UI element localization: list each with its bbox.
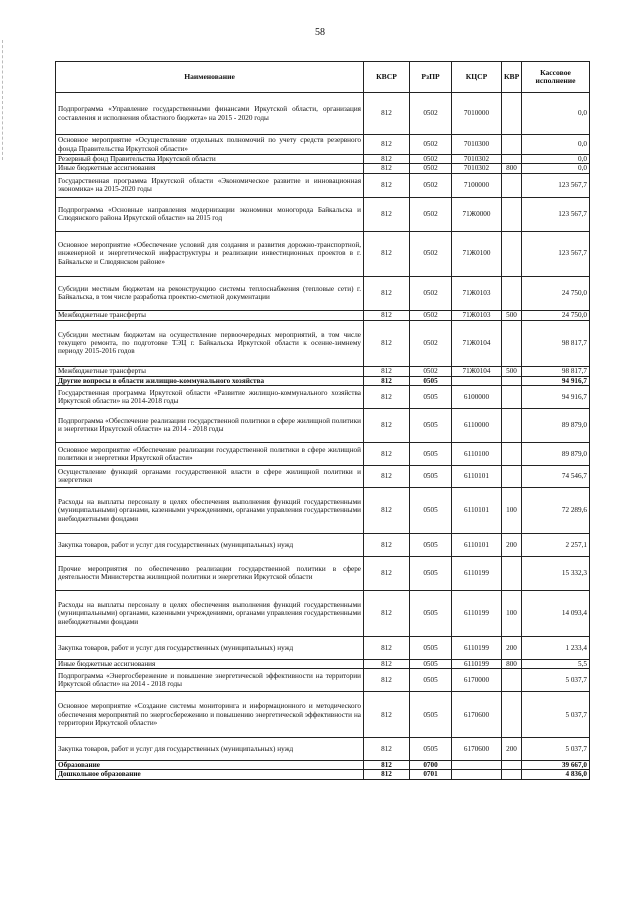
cell-kvsr: 812 [364, 487, 410, 533]
table-row [56, 770, 590, 779]
table-row [56, 366, 590, 376]
table-row [56, 738, 590, 761]
cell-kvsr: 812 [364, 93, 410, 135]
cell-kvr: 100 [502, 590, 522, 636]
cell-amount: 5 037,7 [522, 692, 590, 738]
cell-rzpr: 0505 [410, 692, 452, 738]
table-row [56, 556, 590, 590]
cell-kvr [502, 761, 522, 770]
cell-kvr [502, 376, 522, 385]
cell-kcsr: 6170000 [452, 669, 502, 692]
cell-name: Расходы на выплаты персоналу в целях обеспечения выполнения функций государственными (муниципальными) органами, казенными учреждениями, органами управления государственными внебюджетными фондами [56, 590, 364, 636]
cell-kcsr: 71Ж0104 [452, 320, 502, 366]
cell-kvr [502, 155, 522, 164]
cell-amount: 89 879,0 [522, 408, 590, 442]
cell-kcsr: 7010000 [452, 93, 502, 135]
cell-kcsr: 6110101 [452, 465, 502, 487]
cell-kcsr: 7010302 [452, 164, 502, 173]
table-row [56, 442, 590, 465]
cell-kvr: 200 [502, 636, 522, 659]
cell-rzpr: 0505 [410, 738, 452, 761]
header-kvr: КВР [502, 62, 522, 93]
table-row [56, 408, 590, 442]
cell-name: Подпрограмма «Обеспечение реализации государственной политики в сфере жилищной политики и энергетики Иркутской области» на 2014 - 2018 годы [56, 408, 364, 442]
cell-amount: 72 289,6 [522, 487, 590, 533]
cell-rzpr: 0700 [410, 761, 452, 770]
cell-name: Субсидии местным бюджетам на осуществление первоочередных мероприятий, в том числе текущего ремонта, по подготовке ТЭЦ г. Байкальска Иркутской области к осенне-зимнему периоду 2015-2016 годов [56, 320, 364, 366]
cell-amount: 39 667,0 [522, 761, 590, 770]
cell-kvr [502, 465, 522, 487]
cell-kvsr: 812 [364, 231, 410, 276]
cell-kcsr: 7010302 [452, 155, 502, 164]
cell-kvr [502, 556, 522, 590]
cell-amount: 89 879,0 [522, 442, 590, 465]
cell-name: Дошкольное образование [56, 770, 364, 779]
cell-kcsr: 6110199 [452, 590, 502, 636]
cell-kcsr [452, 770, 502, 779]
table-row [56, 376, 590, 385]
cell-amount: 24 750,0 [522, 310, 590, 320]
table-row [56, 310, 590, 320]
table-row [56, 669, 590, 692]
cell-amount: 15 332,3 [522, 556, 590, 590]
table-row [56, 533, 590, 556]
table-row [56, 761, 590, 770]
cell-kcsr: 6170600 [452, 692, 502, 738]
cell-kvsr: 812 [364, 590, 410, 636]
cell-kcsr: 6110101 [452, 487, 502, 533]
cell-rzpr: 0502 [410, 320, 452, 366]
cell-amount: 24 750,0 [522, 276, 590, 310]
cell-name: Закупка товаров, работ и услуг для государственных (муниципальных) нужд [56, 738, 364, 761]
cell-amount: 5 037,7 [522, 669, 590, 692]
table-row [56, 385, 590, 408]
cell-rzpr: 0502 [410, 93, 452, 135]
header-kcsr: КЦСР [452, 62, 502, 93]
cell-kvsr: 812 [364, 376, 410, 385]
cell-kvr [502, 93, 522, 135]
cell-kvr [502, 231, 522, 276]
cell-amount: 4 836,0 [522, 770, 590, 779]
cell-kcsr: 7100000 [452, 173, 502, 197]
cell-name: Прочие мероприятия по обеспечению реализации государственной политики в сфере деятельности Министерства жилищной политики и энергетики Иркутской области [56, 556, 364, 590]
cell-kvr [502, 669, 522, 692]
cell-kvsr: 812 [364, 276, 410, 310]
cell-kvsr: 812 [364, 173, 410, 197]
cell-name: Другие вопросы в области жилищно-коммунального хозяйства [56, 376, 364, 385]
cell-kvsr: 812 [364, 442, 410, 465]
cell-kcsr: 6110000 [452, 408, 502, 442]
cell-kvr: 800 [502, 164, 522, 173]
cell-kcsr: 6110101 [452, 533, 502, 556]
table-row [56, 659, 590, 668]
cell-kvr: 200 [502, 533, 522, 556]
cell-kcsr: 6100000 [452, 385, 502, 408]
cell-kvsr: 812 [364, 385, 410, 408]
cell-kvr [502, 692, 522, 738]
cell-rzpr: 0505 [410, 590, 452, 636]
cell-amount: 5 037,7 [522, 738, 590, 761]
cell-rzpr: 0502 [410, 276, 452, 310]
cell-kcsr: 6110199 [452, 659, 502, 668]
cell-amount: 123 567,7 [522, 231, 590, 276]
cell-rzpr: 0505 [410, 385, 452, 408]
cell-kvr [502, 385, 522, 408]
cell-rzpr: 0505 [410, 376, 452, 385]
table-row [56, 164, 590, 173]
table-row [56, 465, 590, 487]
cell-kvsr: 812 [364, 659, 410, 668]
cell-kvr [502, 408, 522, 442]
cell-amount: 123 567,7 [522, 173, 590, 197]
header-rzpr: РзПР [410, 62, 452, 93]
cell-kvr: 200 [502, 738, 522, 761]
cell-amount: 94 916,7 [522, 385, 590, 408]
cell-kvsr: 812 [364, 408, 410, 442]
table-row [56, 197, 590, 231]
cell-name: Подпрограмма «Управление государственными финансами Иркутской области, организация составления и исполнения областного бюджета» на 2015 - 2020 годы [56, 93, 364, 135]
cell-name: Образование [56, 761, 364, 770]
cell-rzpr: 0502 [410, 173, 452, 197]
cell-kvsr: 812 [364, 310, 410, 320]
cell-name: Резервный фонд Правительства Иркутской области [56, 155, 364, 164]
margin-mark [2, 40, 7, 160]
cell-rzpr: 0505 [410, 533, 452, 556]
cell-name: Основное мероприятие «Обеспечение реализации государственной политики в сфере жилищной политики и энергетики Иркутской области» [56, 442, 364, 465]
cell-kvr: 500 [502, 366, 522, 376]
cell-kcsr: 7010300 [452, 135, 502, 155]
cell-amount: 98 817,7 [522, 366, 590, 376]
cell-name: Государственная программа Иркутской области «Экономическое развитие и инновационная экономика» на 2015-2020 годы [56, 173, 364, 197]
cell-kcsr [452, 376, 502, 385]
cell-kvr [502, 135, 522, 155]
cell-kcsr [452, 761, 502, 770]
cell-name: Основное мероприятие «Обеспечение условий для создания и развития дорожно-транспортной, инженерной и энергетической инфраструктуры и реализации инвестиционных проектов в г. Байкальске и Слюдянском районе» [56, 231, 364, 276]
cell-kcsr: 71Ж0103 [452, 276, 502, 310]
cell-name: Межбюджетные трансферты [56, 310, 364, 320]
page-number: 58 [315, 27, 325, 38]
cell-rzpr: 0502 [410, 155, 452, 164]
cell-kvsr: 812 [364, 692, 410, 738]
cell-kvr [502, 770, 522, 779]
cell-amount: 74 546,7 [522, 465, 590, 487]
cell-rzpr: 0505 [410, 556, 452, 590]
cell-name: Государственная программа Иркутской области «Развитие жилищно-коммунального хозяйства Иркутской области» на 2014-2018 годы [56, 385, 364, 408]
table-row [56, 636, 590, 659]
cell-name: Закупка товаров, работ и услуг для государственных (муниципальных) нужд [56, 533, 364, 556]
cell-amount: 98 817,7 [522, 320, 590, 366]
cell-rzpr: 0505 [410, 408, 452, 442]
cell-kvr [502, 197, 522, 231]
cell-kvsr: 812 [364, 761, 410, 770]
cell-kvsr: 812 [364, 320, 410, 366]
cell-rzpr: 0505 [410, 659, 452, 668]
cell-kvr [502, 173, 522, 197]
cell-amount: 123 567,7 [522, 197, 590, 231]
cell-kvsr: 812 [364, 465, 410, 487]
cell-rzpr: 0502 [410, 164, 452, 173]
table-row [56, 692, 590, 738]
cell-kvr [502, 276, 522, 310]
cell-kcsr: 6110199 [452, 556, 502, 590]
cell-kvsr: 812 [364, 164, 410, 173]
table-row [56, 135, 590, 155]
cell-kvsr: 812 [364, 669, 410, 692]
cell-name: Расходы на выплаты персоналу в целях обеспечения выполнения функций государственными (муниципальными) органами, казенными учреждениями, органами управления государственными внебюджетными фондами [56, 487, 364, 533]
cell-name: Подпрограмма «Основные направления модернизации экономики моногорода Байкальска и Слюдянского района Иркутской области» на 2015 год [56, 197, 364, 231]
cell-amount: 0,0 [522, 135, 590, 155]
table-row [56, 155, 590, 164]
cell-name: Осуществление функций органами государственной власти в сфере жилищной политики и энергетики [56, 465, 364, 487]
cell-rzpr: 0505 [410, 669, 452, 692]
cell-rzpr: 0505 [410, 465, 452, 487]
cell-amount: 0,0 [522, 93, 590, 135]
cell-kvsr: 812 [364, 770, 410, 779]
cell-amount: 1 233,4 [522, 636, 590, 659]
cell-amount: 5,5 [522, 659, 590, 668]
cell-name: Закупка товаров, работ и услуг для государственных (муниципальных) нужд [56, 636, 364, 659]
cell-name: Иные бюджетные ассигнования [56, 659, 364, 668]
header-name: Наименование [56, 62, 364, 93]
cell-kvr [502, 442, 522, 465]
cell-kcsr: 6110199 [452, 636, 502, 659]
cell-rzpr: 0502 [410, 231, 452, 276]
cell-rzpr: 0502 [410, 366, 452, 376]
cell-rzpr: 0505 [410, 442, 452, 465]
table-body [56, 93, 590, 780]
cell-amount: 0,0 [522, 164, 590, 173]
cell-kvr [502, 320, 522, 366]
cell-name: Межбюджетные трансферты [56, 366, 364, 376]
cell-kvsr: 812 [364, 556, 410, 590]
cell-kcsr: 71Ж0000 [452, 197, 502, 231]
cell-kcsr: 71Ж0103 [452, 310, 502, 320]
cell-rzpr: 0701 [410, 770, 452, 779]
table-row [56, 173, 590, 197]
cell-kvsr: 812 [364, 135, 410, 155]
cell-rzpr: 0505 [410, 487, 452, 533]
cell-kvsr: 812 [364, 366, 410, 376]
header-kvsr: КВСР [364, 62, 410, 93]
cell-amount: 94 916,7 [522, 376, 590, 385]
cell-amount: 2 257,1 [522, 533, 590, 556]
cell-kvr: 500 [502, 310, 522, 320]
table-row [56, 93, 590, 135]
budget-table [55, 61, 590, 780]
cell-kcsr: 71Ж0104 [452, 366, 502, 376]
table-row [56, 276, 590, 310]
cell-kvsr: 812 [364, 738, 410, 761]
cell-kvr: 800 [502, 659, 522, 668]
table-header [56, 62, 590, 93]
table-row [56, 231, 590, 276]
cell-kvsr: 812 [364, 533, 410, 556]
cell-kvsr: 812 [364, 155, 410, 164]
cell-kvsr: 812 [364, 197, 410, 231]
cell-kcsr: 6110100 [452, 442, 502, 465]
cell-rzpr: 0502 [410, 197, 452, 231]
cell-name: Основное мероприятие «Создание системы мониторинга и информационного и методического обеспечения мероприятий по энергосбережению и повышению энергетической эффективности на территории Иркутской области» [56, 692, 364, 738]
cell-name: Подпрограмма «Энергосбережение и повышение энергетической эффективности на территории Иркутской области» на 2014 - 2018 годы [56, 669, 364, 692]
table-row [56, 320, 590, 366]
cell-rzpr: 0505 [410, 636, 452, 659]
cell-kcsr: 71Ж0100 [452, 231, 502, 276]
cell-kcsr: 6170600 [452, 738, 502, 761]
header-amount: Кассовое исполнение [522, 62, 590, 93]
cell-amount: 0,0 [522, 155, 590, 164]
table-row [56, 487, 590, 533]
cell-kvr: 100 [502, 487, 522, 533]
cell-rzpr: 0502 [410, 135, 452, 155]
cell-name: Субсидии местным бюджетам на реконструкцию системы теплоснабжения (тепловые сети) г. Байкальска, в том числе разработка проектно-сметной документации [56, 276, 364, 310]
cell-name: Основное мероприятие «Осуществление отдельных полномочий по учету средств резервного фонда Правительства Иркутской области» [56, 135, 364, 155]
cell-rzpr: 0502 [410, 310, 452, 320]
cell-kvsr: 812 [364, 636, 410, 659]
table-row [56, 590, 590, 636]
cell-name: Иные бюджетные ассигнования [56, 164, 364, 173]
cell-amount: 14 093,4 [522, 590, 590, 636]
